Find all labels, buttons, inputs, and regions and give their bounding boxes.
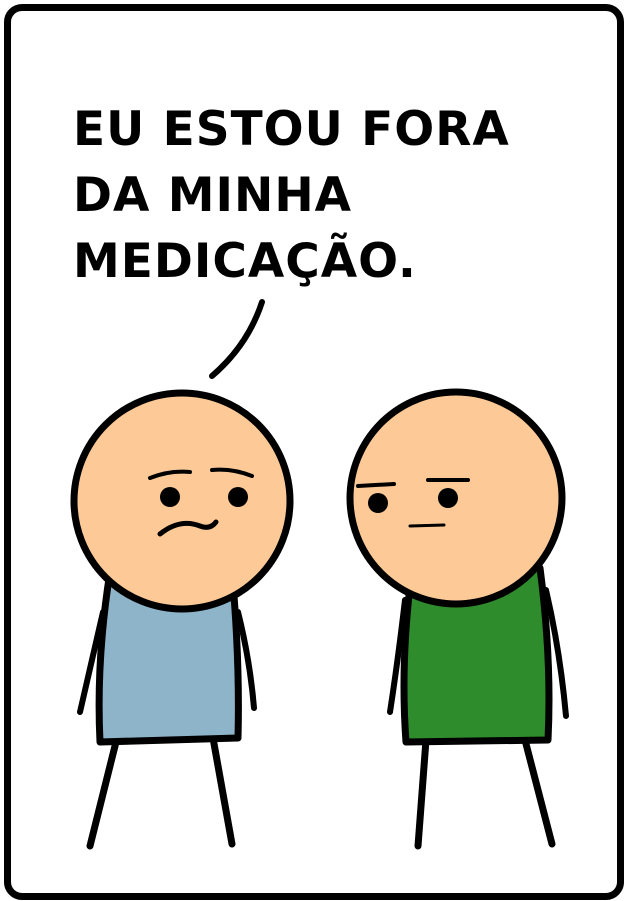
speech-line-1: EU ESTOU FORA <box>73 102 510 157</box>
listener-right-eye <box>438 488 458 508</box>
speaker-character <box>74 393 290 846</box>
speaker-head <box>74 393 290 609</box>
listener-character <box>350 392 566 846</box>
speaker-right-leg <box>213 738 232 844</box>
listener-left-eyebrow <box>358 484 394 486</box>
speech-line-2: DA MINHA <box>73 168 353 223</box>
speaker-left-leg <box>90 738 117 846</box>
listener-left-leg <box>418 740 426 846</box>
listener-mouth <box>410 525 444 526</box>
speaker-right-eye <box>228 487 248 507</box>
speech-line-3: MEDICAÇÃO. <box>73 234 417 289</box>
listener-left-eye <box>368 493 388 513</box>
speech-tail <box>212 302 262 376</box>
speaker-left-eye <box>160 487 180 507</box>
listener-right-leg <box>525 740 552 844</box>
